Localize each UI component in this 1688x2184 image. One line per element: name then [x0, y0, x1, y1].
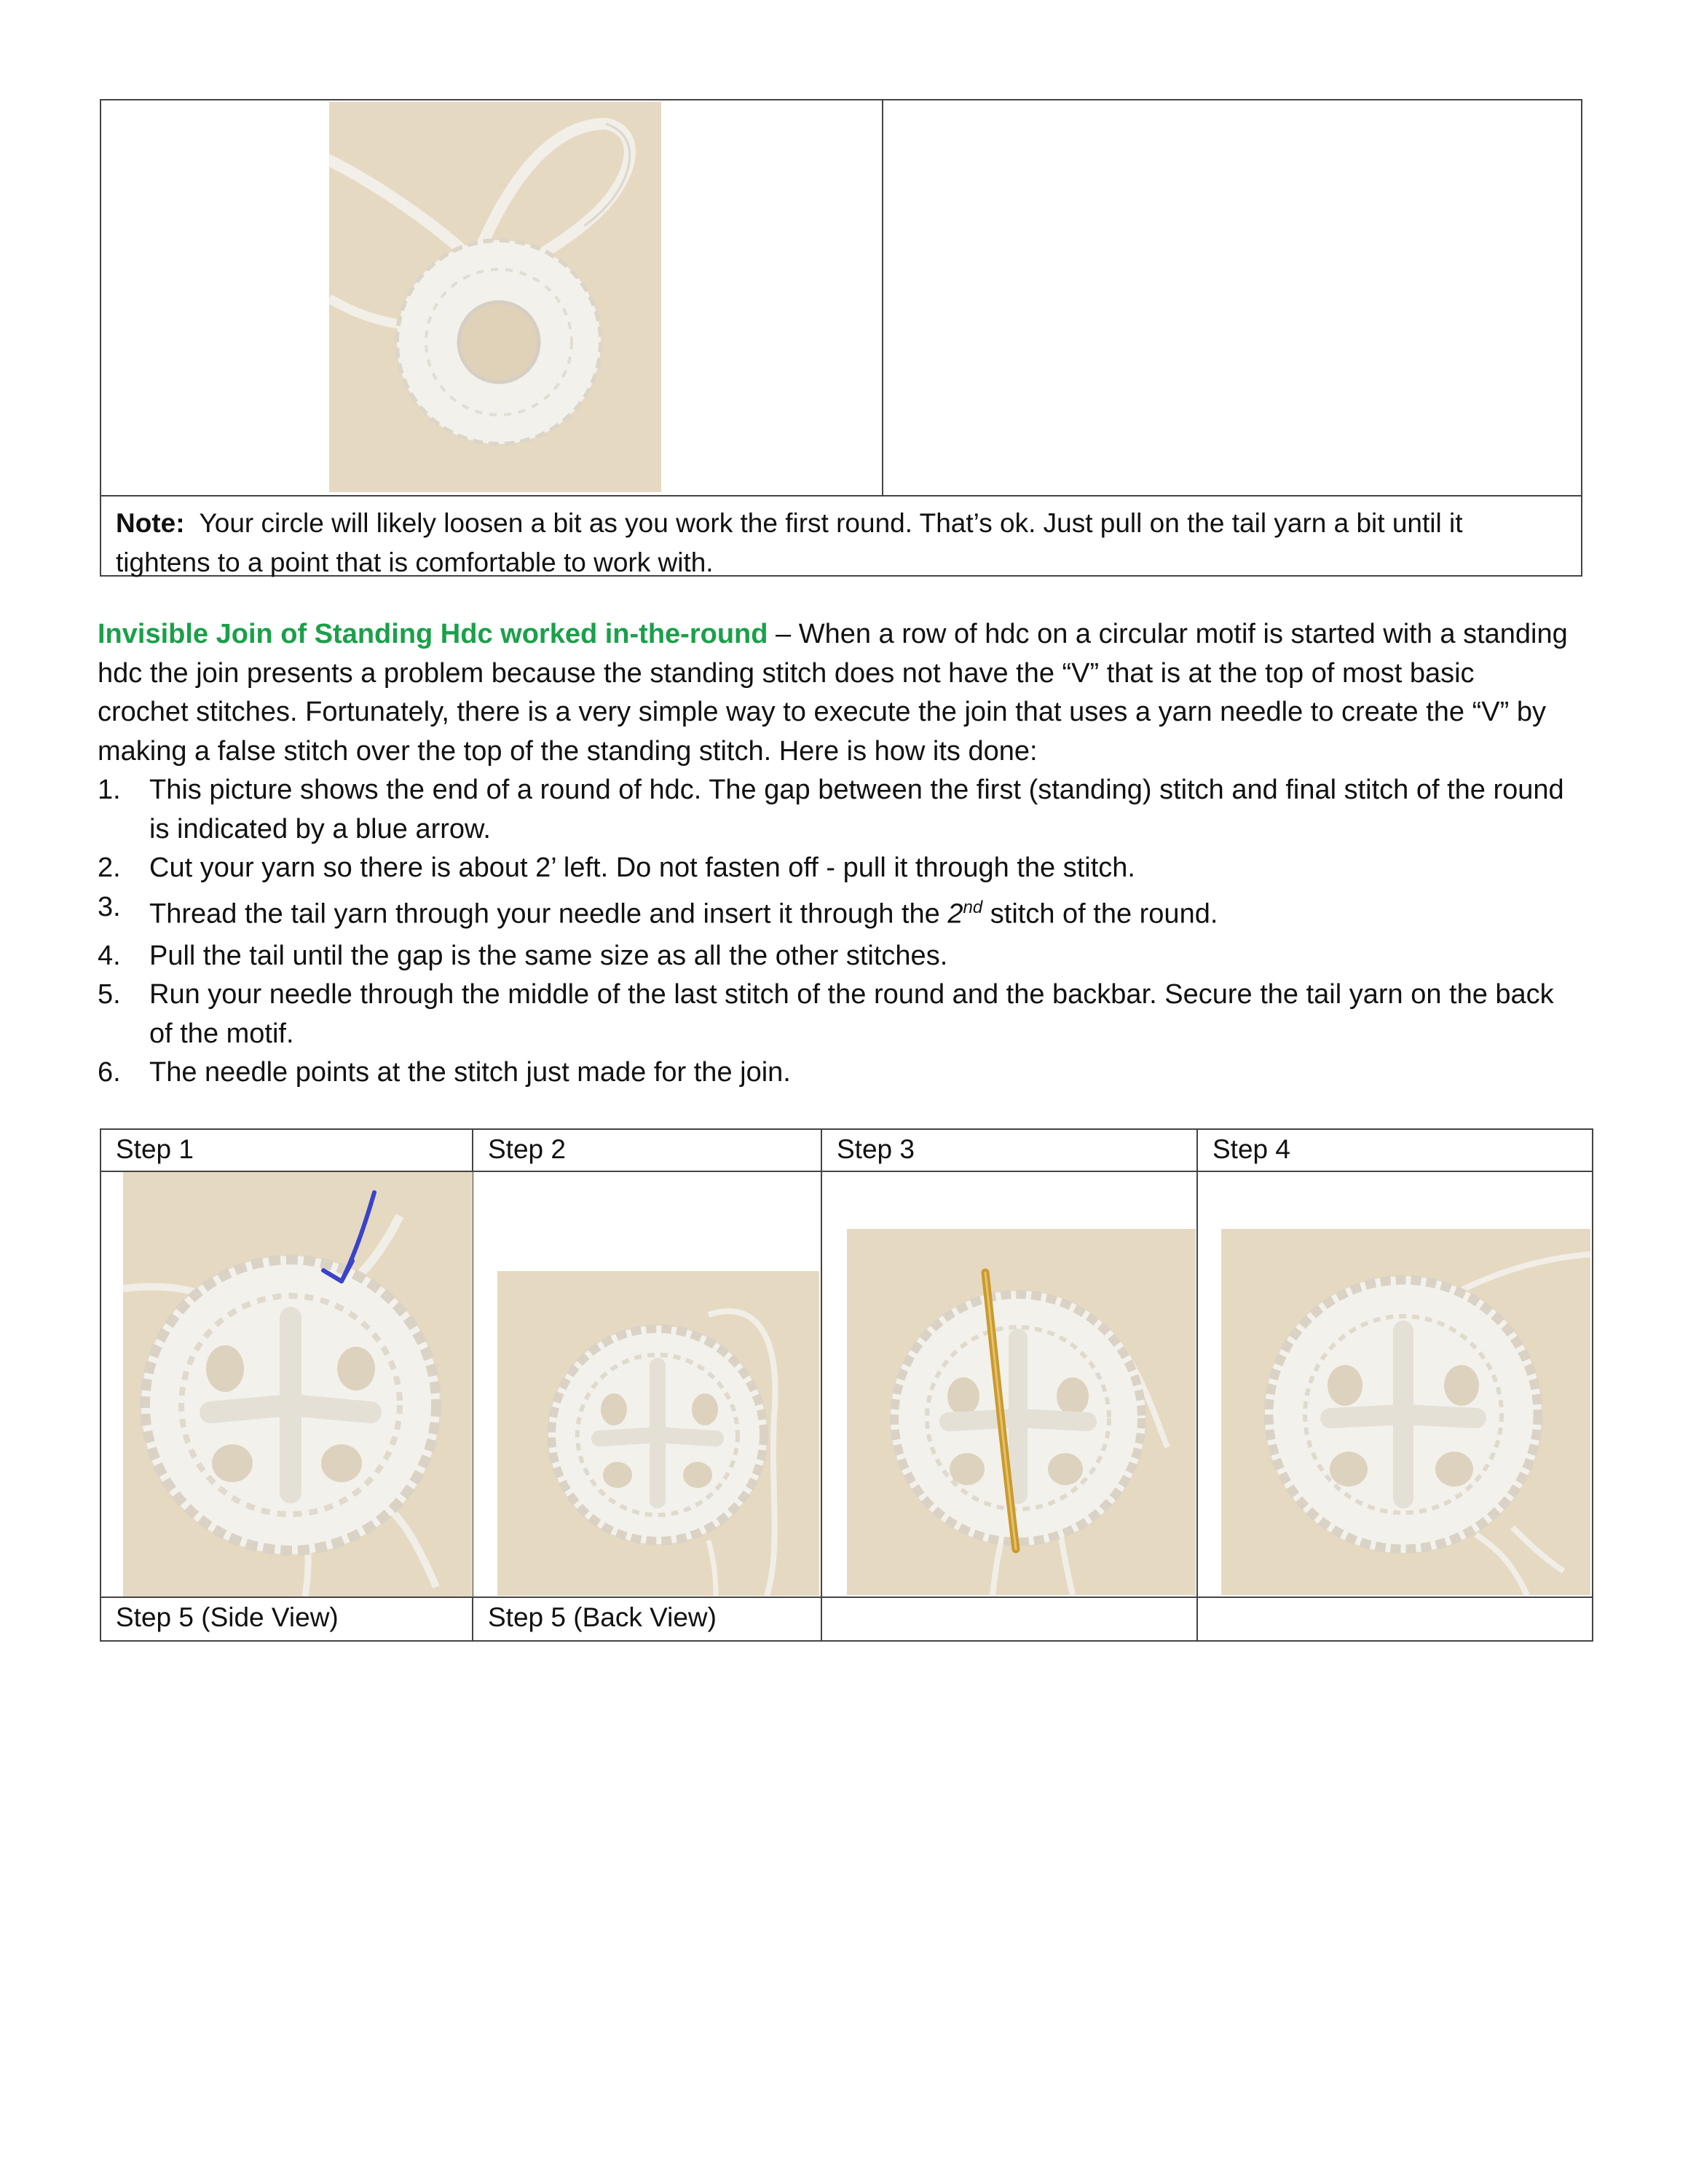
grid-footer-step5-side: Step 5 (Side View) [116, 1602, 339, 1632]
note-label: Note: [116, 508, 185, 538]
step2-photo [497, 1271, 819, 1596]
grid-divider [821, 1130, 822, 1640]
step4-photo [1221, 1229, 1590, 1595]
note-row [101, 495, 1581, 575]
section-heading: Invisible Join of Standing Hdc worked in-the-round [98, 619, 768, 649]
step-photo-grid [100, 1128, 1593, 1642]
step-item: 1. This picture shows the end of a round of hdc. The gap between the first (standing) stitch and final stitch of the round is indicated by a blue arrow. [98, 775, 1564, 844]
intro-paragraph [98, 615, 1598, 771]
note-text-line2: tightens to a point that is comfortable to work with. [116, 547, 714, 577]
top-table [100, 99, 1582, 577]
top-empty-cell [883, 100, 1581, 495]
starting-ring-photo [329, 102, 661, 492]
step-item: 2. Cut your yarn so there is about 2’ left. Do not fasten off - pull it through the stitch. [98, 852, 1135, 883]
step-item: 3. Thread the tail yarn through your needle and insert it through the 2nd stitch of the round. [98, 891, 1218, 930]
grid-header-step4: Step 4 [1212, 1134, 1290, 1164]
intro-line4: making a false stitch over the top of the standing stitch. Here is how its done: [98, 735, 1038, 767]
step-item: 5. Run your needle through the middle of the last stitch of the round and the backbar. Secure the tail yarn on the back of the motif. [98, 979, 1554, 1049]
steps-list [98, 771, 1598, 1093]
top-photo-cell [101, 100, 883, 495]
intro-line1: – When a row of hdc on a circular motif is started with a standing [768, 619, 1568, 649]
intro-line3: crochet stitches. Fortunately, there is a very simple way to execute the join that uses a yarn needle to create the “V” by [98, 697, 1546, 727]
grid-header-step3: Step 3 [837, 1134, 915, 1164]
grid-footer-step5-back: Step 5 (Back View) [488, 1602, 717, 1632]
grid-header-step2: Step 2 [488, 1134, 566, 1164]
step3-photo [847, 1229, 1196, 1595]
step-item: 4. Pull the tail until the gap is the same size as all the other stitches. [98, 940, 948, 971]
note-text: Your circle will likely loosen a bit as you work the first round. That’s ok. Just pull on the tail yarn a bit until it [199, 508, 1463, 538]
grid-header-step1: Step 1 [116, 1134, 194, 1164]
grid-divider [1196, 1130, 1198, 1640]
intro-line2: hdc the join presents a problem because the standing stitch does not have the “V” that is at the top of most basic [98, 657, 1475, 689]
step-item: 6. The needle points at the stitch just made for the join. [98, 1057, 791, 1088]
step1-photo [123, 1172, 473, 1597]
